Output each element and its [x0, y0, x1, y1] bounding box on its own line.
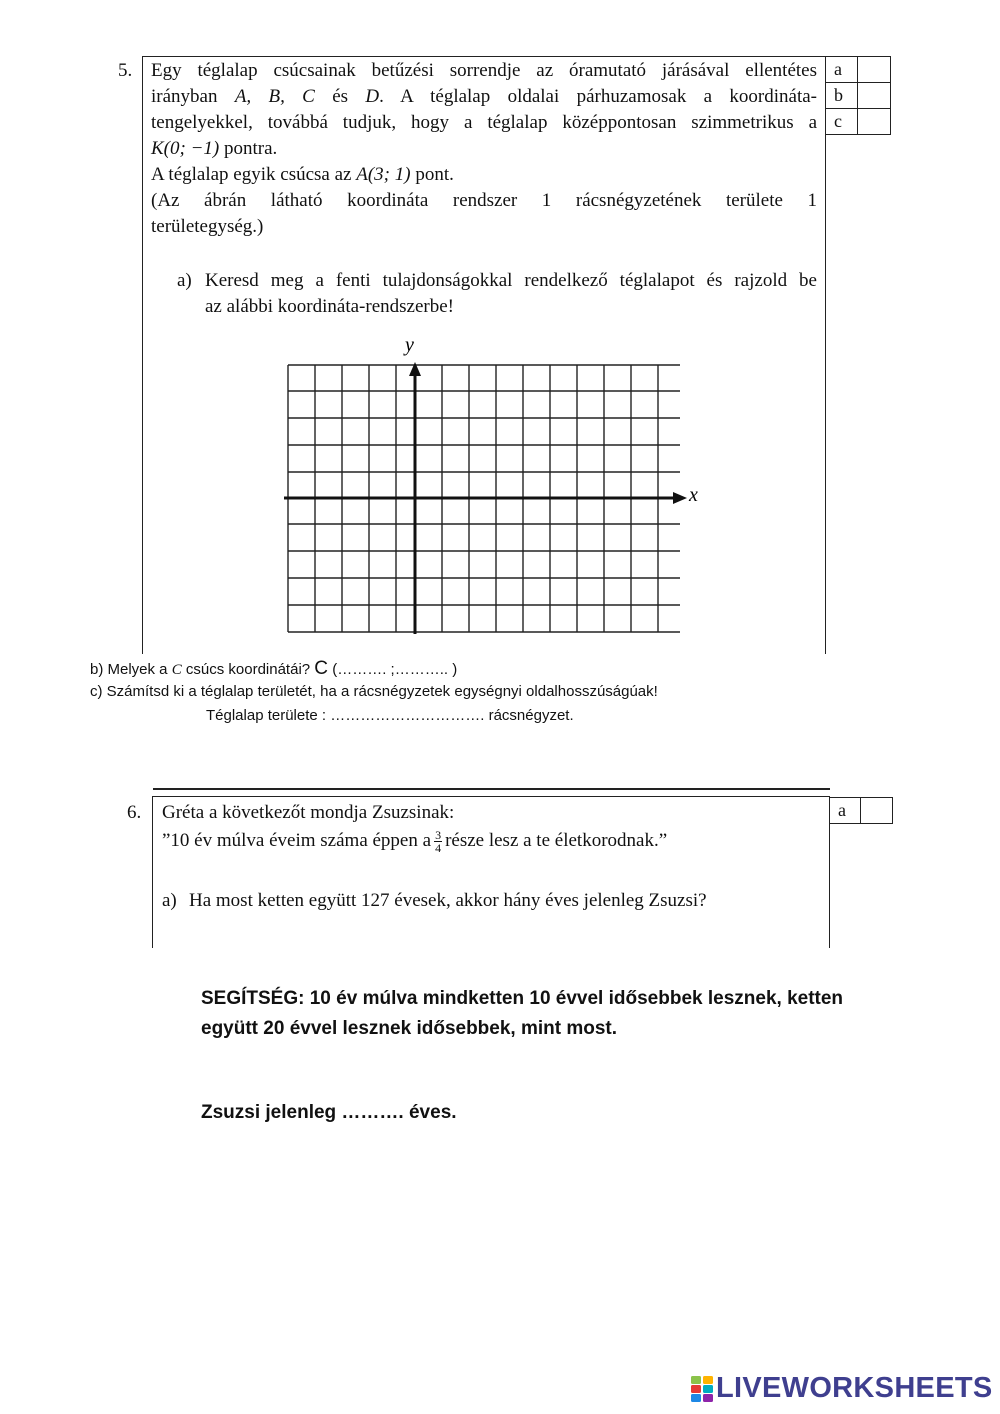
task6-number: 6. [127, 802, 142, 823]
task5-left-border [142, 56, 143, 654]
x-axis-arrow-icon [673, 492, 687, 504]
y-axis-arrow-icon [409, 362, 421, 376]
task5-line1: Egy téglalap csúcsainak betűzési sorrendje az óramutató járásával ellentétes [151, 60, 817, 81]
area-answer-line[interactable]: Téglalap területe : …………………………. rácsnégyzet. [206, 707, 574, 724]
logo-icon [690, 1374, 714, 1404]
help-text: SEGÍTSÉG: 10 év múlva mindketten 10 évvel idősebbek lesznek, ketten együtt 20 évvel lesznek idősebbek, mint most. [201, 988, 844, 1039]
task6-part-a-label: a) [162, 890, 177, 911]
y-axis-label: y [405, 334, 414, 356]
task5-right-border [825, 56, 826, 654]
score-input-b[interactable] [857, 82, 891, 109]
question-c: c) Számítsd ki a téglalap területét, ha a rácsnégyzetek egységnyi oldalhosszúságúak! [90, 683, 658, 700]
brand-text: LIVEWORKSHEETS [716, 1372, 993, 1404]
task5-part-a-text: Keresd meg a fenti tulajdonságokkal rendelkező téglalapot és rajzold be az alábbi koordináta-rendszerbe! [205, 270, 817, 317]
answer-blank-c-coords[interactable]: (………. ;……….. ) [328, 661, 458, 678]
task5-text [151, 58, 817, 240]
task5-line5: A téglalap egyik csúcsa az A(3; 1) pont. [151, 164, 454, 185]
task6-quote: ”10 év múlva éveim száma éppen a $\frac{3}{4}$ része lesz a te életkorodnak.” [162, 828, 668, 856]
score-input-6a[interactable] [860, 797, 893, 824]
x-axis-label: x [689, 484, 698, 506]
score-input-c[interactable] [857, 108, 891, 135]
task5-line3: tengelyekkel, továbbá tudjuk, hogy a téglalap középpontosan szimmetrikus a [151, 112, 817, 133]
fraction-3-4: $\frac{3}{4}$ [435, 828, 442, 856]
task5-line7: területegység.) [151, 216, 264, 237]
question-b: b) Melyek a C csúcs koordinátái? C (………. ;……….. ) [90, 658, 458, 679]
score-label-b: b [834, 85, 843, 105]
task6-part-a-text: Ha most ketten együtt 127 évesek, akkor hány éves jelenleg Zsuzsi? [189, 890, 707, 911]
score-label-c: c [834, 111, 842, 131]
score-label-6a: a [838, 800, 846, 820]
task6-top-rule [153, 788, 830, 790]
task5-part-a-label: a) [177, 270, 192, 291]
task6-top-border [152, 796, 830, 797]
task6-line1: Gréta a következőt mondja Zsuzsinak: [162, 802, 455, 823]
age-answer-line[interactable]: Zsuzsi jelenleg ………. éves. [201, 1102, 457, 1123]
score-input-a[interactable] [857, 56, 891, 83]
task5-number: 5. [118, 60, 133, 81]
coordinate-grid[interactable] [270, 330, 710, 642]
task5-line6: (Az ábrán látható koordináta rendszer 1 rácsnégyzetének területe 1 [151, 190, 817, 211]
score-label-a: a [834, 59, 842, 79]
task6-left-border [152, 796, 153, 948]
task5-line4: K(0; −1) pontra. [151, 138, 278, 159]
task5-line2: irányban A, B, C és D. A téglalap oldalai párhuzamosak a koordináta- [151, 86, 817, 107]
